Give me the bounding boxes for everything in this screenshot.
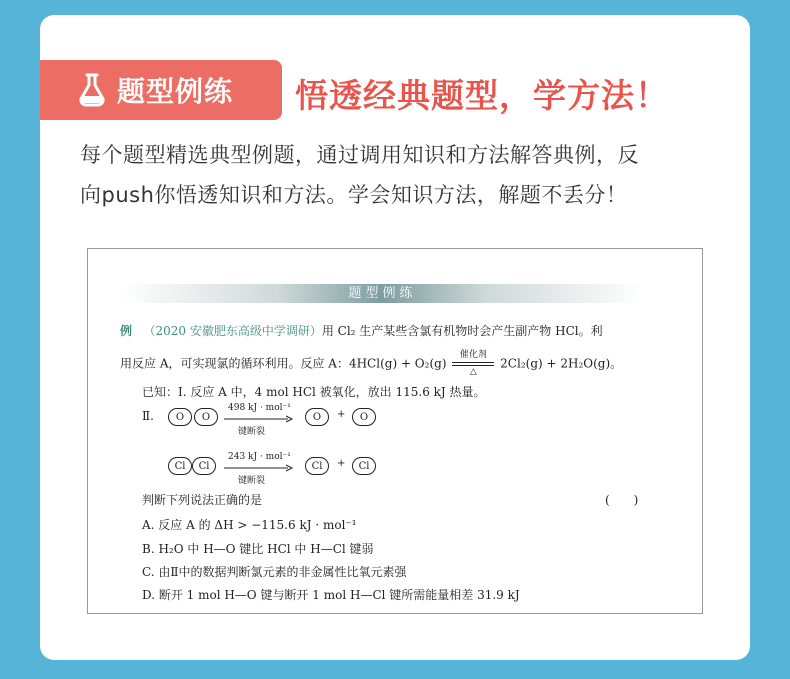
option-d: D. 断开 1 mol H—O 键与断开 1 mol H—Cl 键所需能量相差 31.9 kJ bbox=[142, 588, 520, 602]
equilibrium-bar bbox=[452, 362, 494, 366]
bond-break-label: 键断裂 bbox=[238, 476, 266, 486]
headline: 悟透经典题型，学方法！ bbox=[295, 76, 669, 115]
intro-line-2: 向push你悟透知识和方法。学会知识方法，解题不丢分！ bbox=[80, 183, 628, 207]
example-document bbox=[87, 248, 703, 614]
arrow-icon bbox=[224, 415, 294, 423]
stem-line-1 bbox=[120, 322, 603, 339]
cl-atom: Cl bbox=[168, 457, 192, 475]
heat-label: △ bbox=[469, 367, 477, 377]
o-atom: O bbox=[305, 408, 329, 426]
o-atom: O bbox=[352, 408, 376, 426]
option-b: B. H₂O 中 H—O 键比 HCl 中 H—Cl 键弱 bbox=[142, 542, 374, 556]
example-source: （2020 安徽肥东高级中学调研） bbox=[143, 324, 322, 338]
intro-line-1: 每个题型精选典型例题，通过调用知识和方法解答典例，反 bbox=[80, 143, 639, 167]
question-text: 判断下列说法正确的是 bbox=[142, 493, 263, 507]
flask-icon bbox=[77, 73, 107, 107]
arrow-icon bbox=[224, 464, 294, 472]
catalyst-label: 催化剂 bbox=[459, 350, 487, 360]
roman-two: Ⅱ. bbox=[142, 409, 154, 423]
cl-energy: 243 kJ · mol⁻¹ bbox=[228, 452, 291, 462]
plus-sign: + bbox=[337, 409, 346, 420]
o-energy: 498 kJ · mol⁻¹ bbox=[228, 403, 291, 413]
plus-sign: + bbox=[337, 458, 346, 469]
cl-atom: Cl bbox=[352, 457, 376, 475]
o-atom: O bbox=[168, 408, 192, 426]
stem-text-3: 2Cl₂(g) + 2H₂O(g)。 bbox=[500, 356, 623, 371]
cl2-molecule bbox=[168, 457, 224, 477]
cl-atom: Cl bbox=[192, 457, 216, 475]
content-card bbox=[40, 15, 750, 660]
band-title: 题型例练 bbox=[348, 286, 417, 301]
intro-text bbox=[80, 135, 720, 215]
stem-text-2: 用反应 A，可实现氯的循环利用。反应 A：4HCl(g) + O₂(g) bbox=[120, 356, 447, 371]
pill-label: 题型例练 bbox=[117, 75, 234, 108]
o-atom: O bbox=[194, 408, 218, 426]
option-a: A. 反应 A 的 ΔH > −115.6 kJ · mol⁻¹ bbox=[142, 518, 357, 532]
stem-line-2 bbox=[120, 350, 622, 378]
example-label: 例 bbox=[120, 324, 133, 338]
cl-atom: Cl bbox=[305, 457, 329, 475]
section-pill bbox=[40, 60, 282, 120]
title-band bbox=[122, 284, 643, 303]
bond-break-label: 键断裂 bbox=[238, 427, 266, 437]
option-c: C. 由Ⅱ中的数据判断氯元素的非金属性比氧元素强 bbox=[142, 565, 407, 579]
reaction-arrow bbox=[452, 350, 494, 378]
known-line: 已知：Ⅰ. 反应 A 中，4 mol HCl 被氧化，放出 115.6 kJ 热量。 bbox=[142, 385, 486, 399]
o2-molecule bbox=[168, 406, 220, 428]
stem-text-1: 用 Cl₂ 生产某些含氯有机物时会产生副产物 HCl。利 bbox=[321, 324, 603, 338]
answer-bracket: ( ) bbox=[605, 493, 639, 507]
